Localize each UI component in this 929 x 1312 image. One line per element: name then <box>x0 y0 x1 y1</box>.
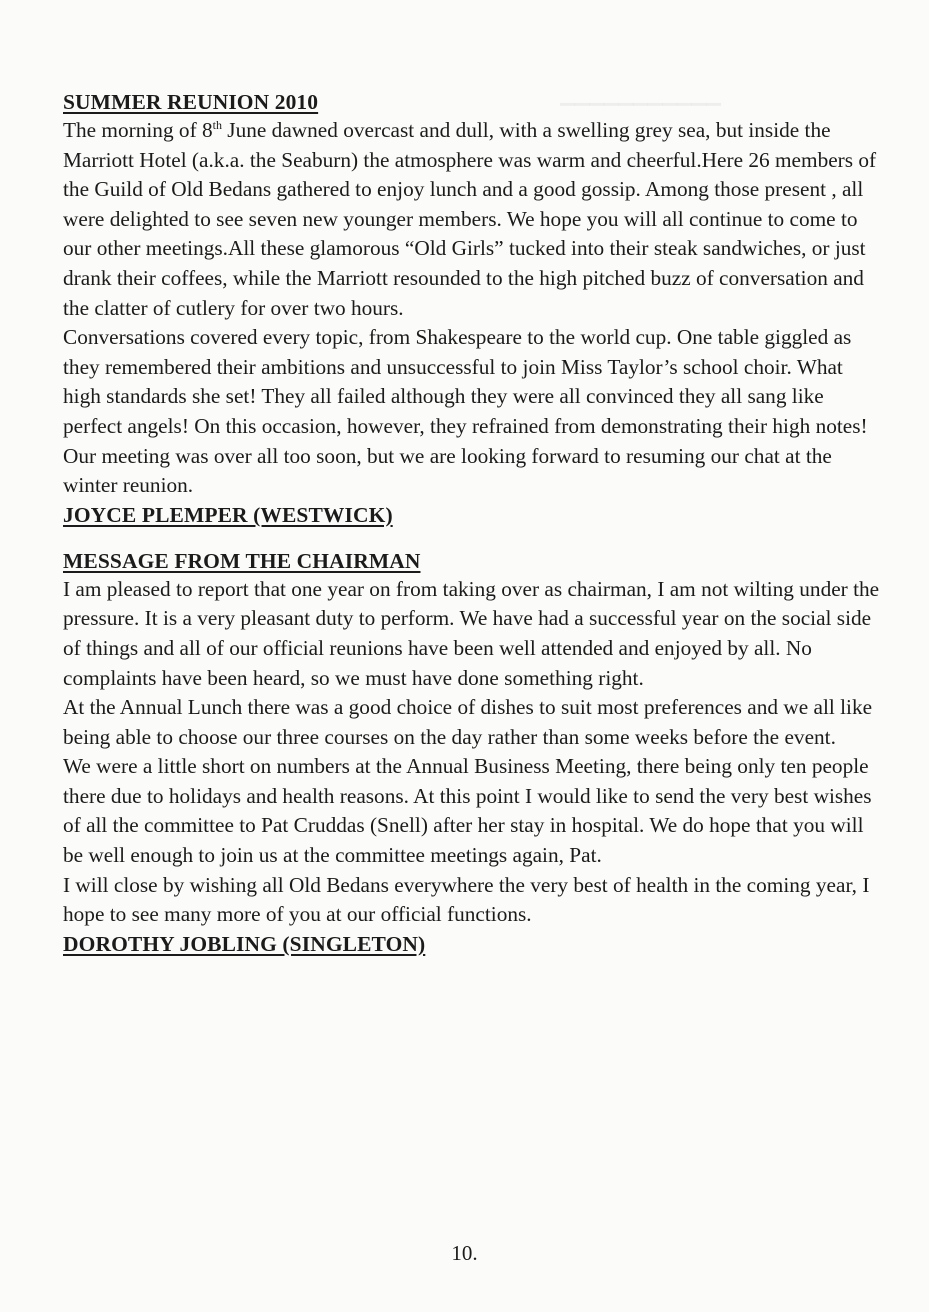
chairman-paragraph-1: I am pleased to report that one year on from taking over as chairman, I am not wilting under the pressure. It is a very pleasant duty to perform. We have had a successful year on the social side of things and all of our official reunions have been well attended and enjoyed by all. No complaints have been heard, so we must have done something right. <box>63 576 880 690</box>
chairman-paragraph-2: At the Annual Lunch there was a good choice of dishes to suit most preferences and we all like being able to choose our three courses on the day rather than some weeks before the event. <box>63 695 873 749</box>
author-signature-dorothy: DOROTHY JOBLING (SINGLETON) <box>63 931 426 956</box>
page-number: 10. <box>451 1241 478 1265</box>
section-spacer <box>63 529 883 547</box>
summer-reunion-paragraph-3: Our meeting was over all too soon, but we are looking forward to resuming our chat at the winter reunion. <box>63 443 832 498</box>
bleed-through-mark: ▁▁▁▁▁▁▁▁▁▁▁ <box>560 85 721 106</box>
section-heading-chairman-message: MESSAGE FROM THE CHAIRMAN <box>63 548 421 573</box>
paragraph-text: The morning of 8 <box>63 118 213 142</box>
author-signature-joyce: JOYCE PLEMPER (WESTWICK) <box>63 502 393 527</box>
chairman-paragraph-3: We were a little short on numbers at the Annual Business Meeting, there being only ten people there due to holidays and health reasons. At this point I would like to send the very best wishes of all the committee to Pat Cruddas (Snell) after her stay in hospital. We do hope that you will be well enough to join us at the committee meetings again, Pat. <box>63 754 872 868</box>
ordinal-suffix: th <box>212 117 222 132</box>
summer-reunion-paragraph-2: Conversations covered every topic, from Shakespeare to the world cup. One table giggled as they remembered their ambitions and unsuccessful to join Miss Taylor’s school choir. What high standards she set! They all failed although they were all convinced they all sang like perfect angels! On this occasion, however, they refrained from demonstrating their high notes! <box>63 325 868 438</box>
summer-reunion-paragraph-1 <box>63 116 883 323</box>
paragraph-text: June dawned overcast and dull, with a swelling grey sea, but inside the Marriott Hotel (a.k.a. the Seaburn) the atmosphere was warm and cheerful.Here 26 members of the Guild of Old Bedans gathered to enjoy lunch and a good gossip. Among those present , all were delighted to see seven new younger members. We hope you will all continue to come to our other meetings.All these glamorous “Old Girls” tucked into their steak sandwiches, or just drank their coffees, while the Marriott resounded to the high pitched buzz of conversation and the clatter of cutlery for over two hours. <box>63 118 877 320</box>
chairman-paragraph-4: I will close by wishing all Old Bedans everywhere the very best of health in the coming year, I hope to see many more of you at our official functions. <box>63 872 870 927</box>
document-page <box>63 88 883 958</box>
section-heading-summer-reunion: SUMMER REUNION 2010 <box>63 90 319 114</box>
